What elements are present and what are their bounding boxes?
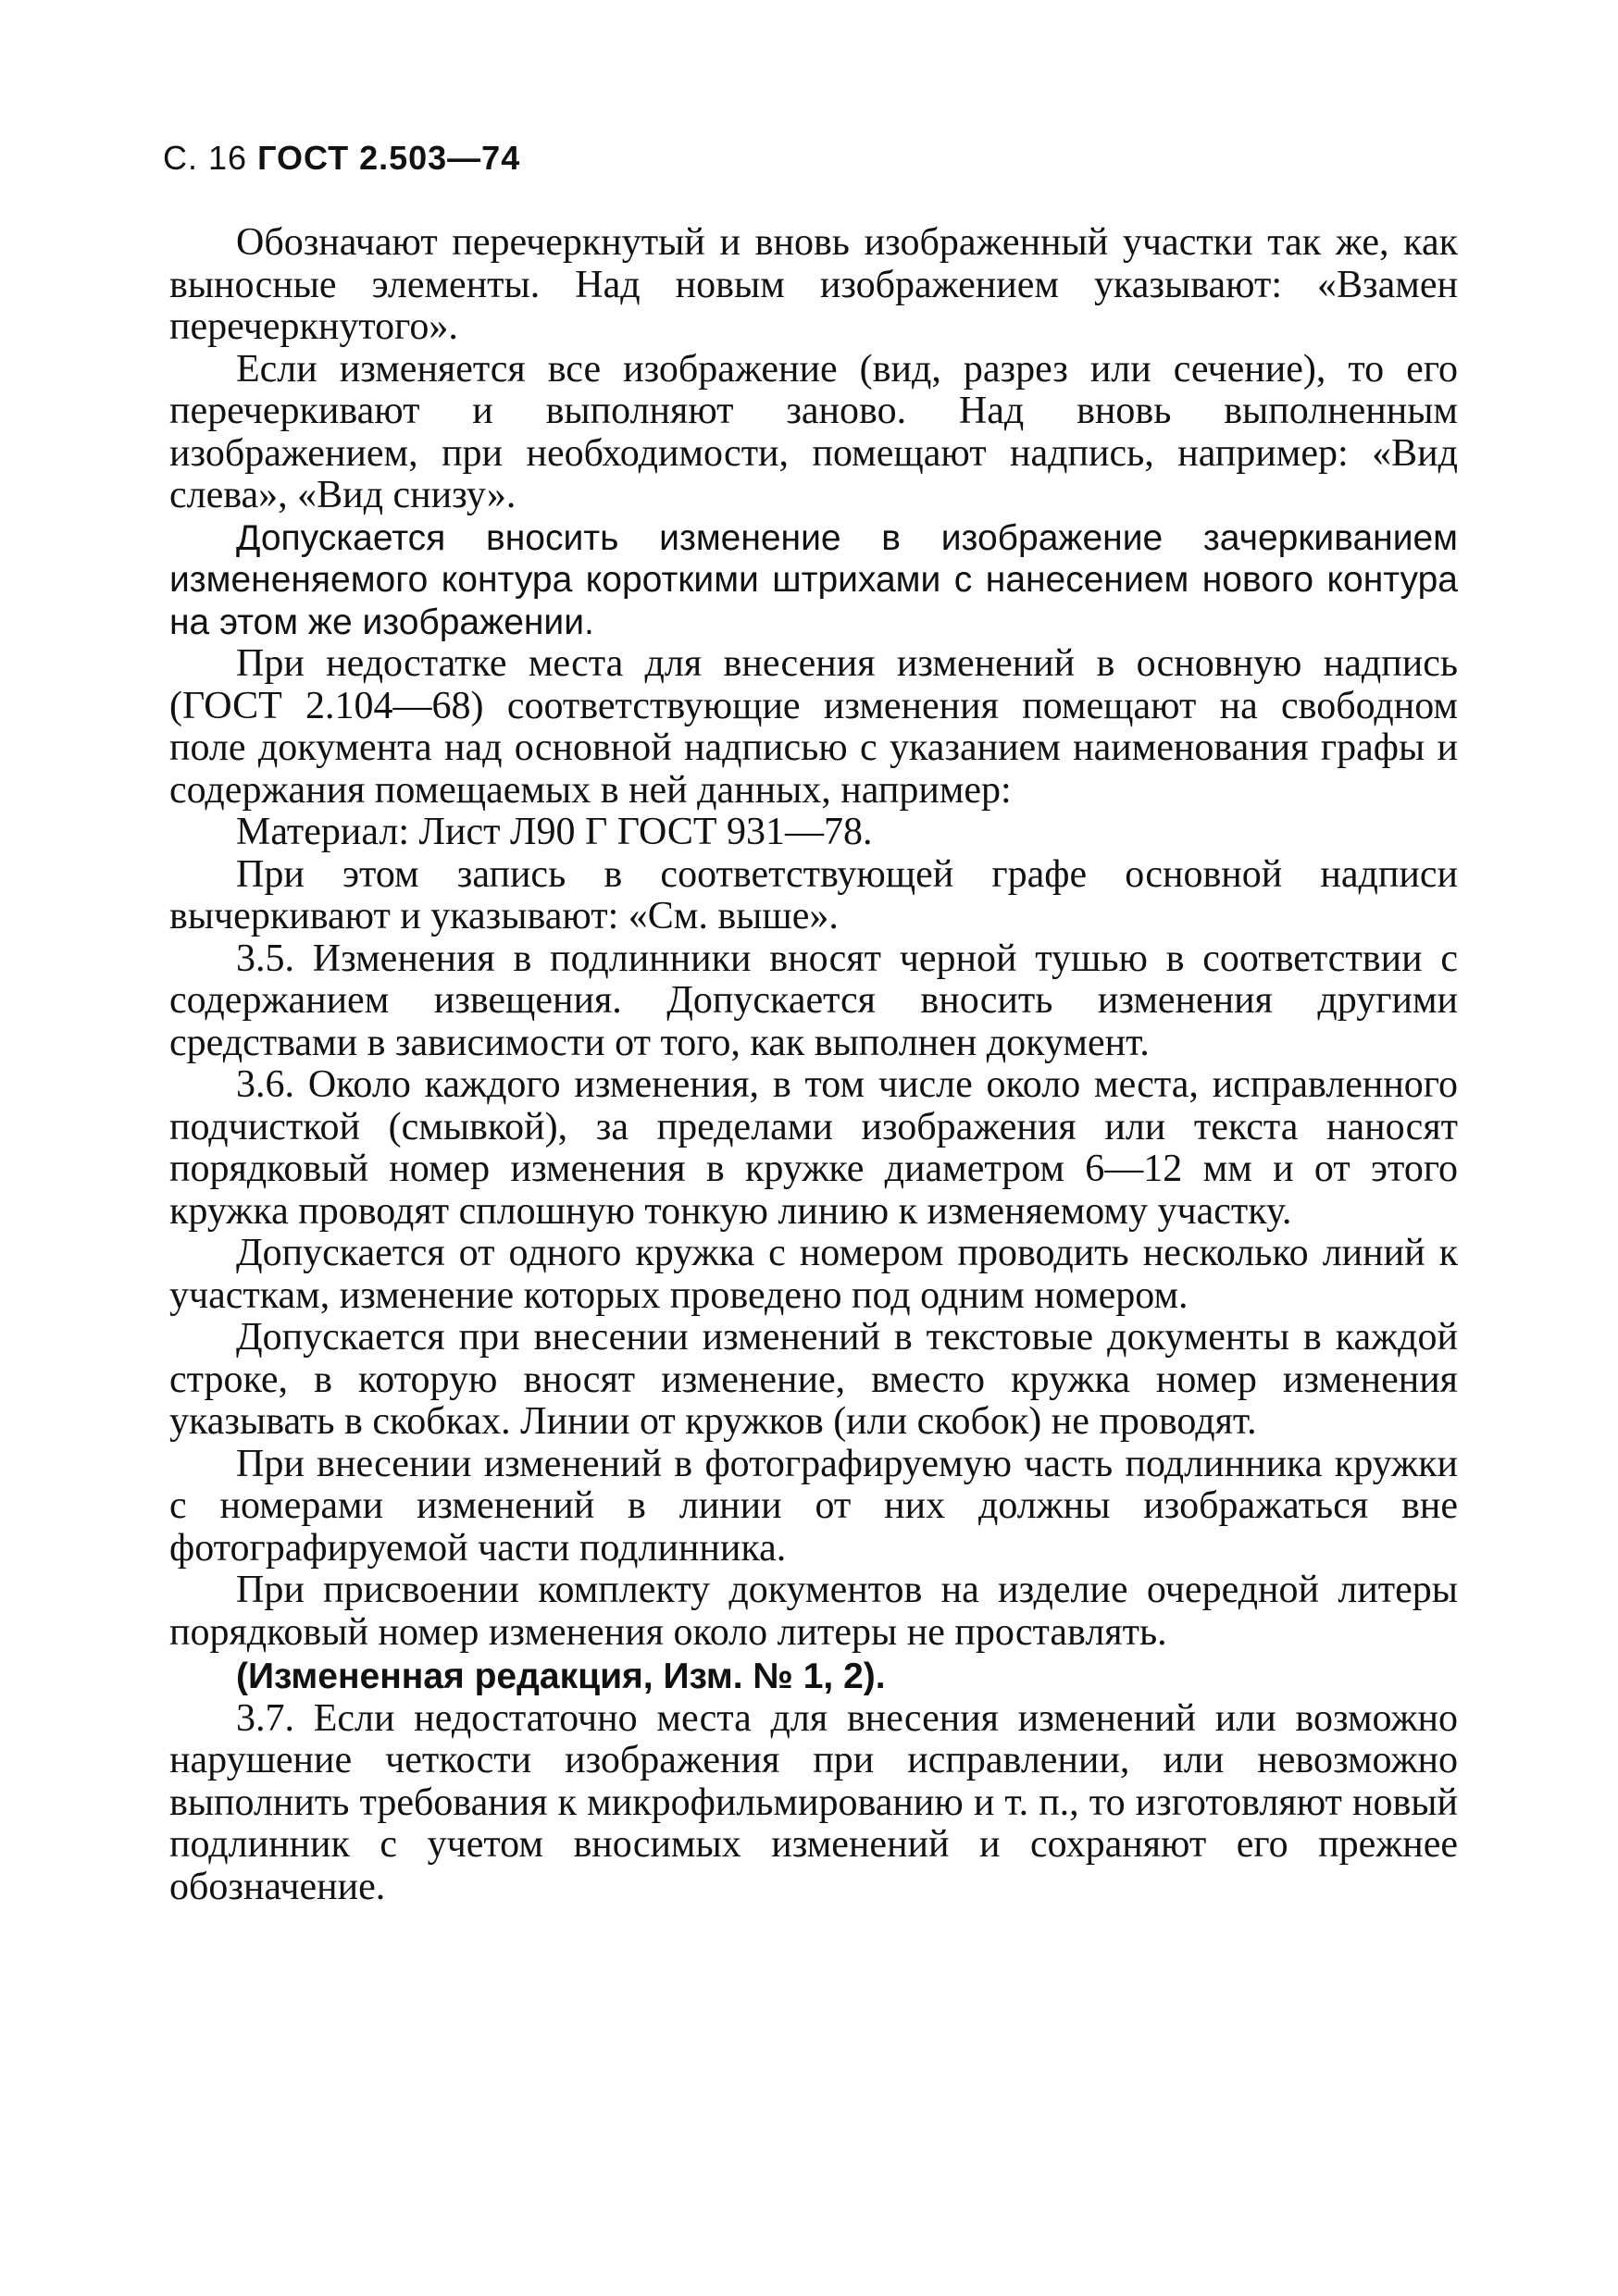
amendment-note: (Измененная редакция, Изм. № 1, 2). <box>236 1657 886 1696</box>
paragraph: Допускается вносить изменение в изображение зачеркиванием измененяемого контура короткими штрихами с нанесением нового контура на этом же изображении. <box>169 517 1458 642</box>
paragraph-clause-3-5: 3.5. Изменения в подлинники вносят черной тушью в соответствии с содержанием извещения. Допускается вносить изменения другими средствами в зависимости от того, как выполнен документ. <box>169 937 1458 1064</box>
paragraph: При внесении изменений в фотографируемую часть подлинника кружки с номерами изменений в линии от них должны изображаться вне фотографируемой части подлинника. <box>169 1442 1458 1570</box>
paragraph: Если изменяется все изображение (вид, разрез или сечение), то его перечеркивают и выполняют заново. Над вновь выполненным изображением, при необходимости, помещают надпись, например: «Вид слева», «Вид снизу». <box>169 347 1458 516</box>
paragraph: Допускается от одного кружка с номером проводить несколько линий к участкам, изменение которых проведено под одним номером. <box>169 1232 1458 1317</box>
page-header <box>163 139 520 178</box>
paragraph-example: Материал: Лист Л90 Г ГОСТ 931—78. <box>236 811 873 853</box>
paragraph: При недостатке места для внесения изменений в основную надпись (ГОСТ 2.104—68) соответствующие изменения помещают на свободном поле документа над основной надписью с указанием наименования графы и содержания помещаемых в ней данных, например: <box>169 642 1458 812</box>
standard-designation: ГОСТ 2.503—74 <box>257 139 521 177</box>
paragraph: При этом запись в соответствующей графе основной надписи вычеркивают и указывают: «См. выше». <box>169 852 1458 937</box>
paragraph: Допускается при внесении изменений в текстовые документы в каждой строке, в которую вносят изменение, вместо кружка номер изменения указывать в скобках. Линии от кружков (или скобок) не проводят. <box>169 1316 1458 1443</box>
page-number: С. 16 <box>163 139 248 177</box>
paragraph: При присвоении комплекту документов на изделие очередной литеры порядковый номер изменения около литеры не проставлять. <box>169 1569 1458 1654</box>
document-body <box>169 222 1458 1908</box>
paragraph-clause-3-6: 3.6. Около каждого изменения, в том числе около места, исправленного подчисткой (смывкой), за пределами изображения или текста наносят порядковый номер изменения в кружке диаметром 6—12 мм и от этого кружка проводят сплошную тонкую линию к изменяемому участку. <box>169 1063 1458 1233</box>
paragraph-clause-3-7: 3.7. Если недостаточно места для внесения изменений или возможно нарушение четкости изображения при исправлении, или невозможно выполнить требования к микрофильмированию и т. п., то изготовляют новый подлинник с учетом вносимых изменений и сохраняют его прежнее обозначение. <box>169 1696 1458 1908</box>
paragraph: Обозначают перечеркнутый и вновь изображенный участки так же, как выносные элементы. Над новым изображением указывают: «Взамен перечеркнутого». <box>169 221 1458 348</box>
